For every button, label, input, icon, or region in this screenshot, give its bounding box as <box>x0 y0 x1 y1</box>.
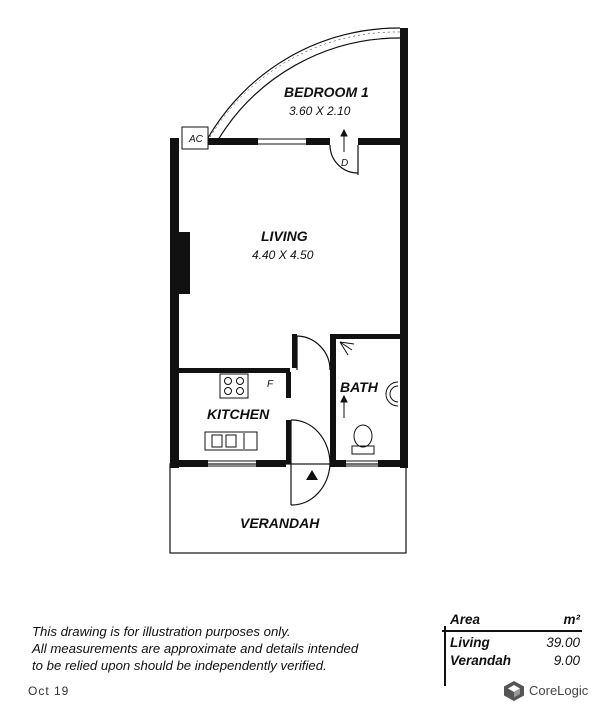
door-arrow <box>341 130 347 152</box>
verandah-name: VERANDAH <box>240 515 320 531</box>
disclaimer-line: This drawing is for illustration purposes only. <box>32 624 291 639</box>
door-label: D <box>341 158 349 169</box>
ac-label: AC <box>189 134 203 145</box>
basin <box>386 382 398 406</box>
bath-arrow <box>341 396 347 418</box>
toilet <box>352 425 374 454</box>
area-table <box>442 612 582 671</box>
living-name: LIVING <box>261 228 308 244</box>
area-row-label: Verandah <box>450 653 512 668</box>
bath-door <box>340 342 354 355</box>
corelogic-logo-icon <box>503 680 525 702</box>
living-dims: 4.40 X 4.50 <box>252 248 314 262</box>
entry-arrow <box>306 470 318 480</box>
area-row-verandah <box>442 653 582 671</box>
verandah-outline <box>170 464 406 553</box>
bath-name: BATH <box>340 379 378 395</box>
bedroom-name: BEDROOM 1 <box>284 84 369 100</box>
area-table-header <box>442 612 582 632</box>
kitchen-name: KITCHEN <box>207 406 270 422</box>
bedroom-dims: 3.60 X 2.10 <box>289 104 351 118</box>
window-top <box>258 139 306 144</box>
disclaimer-line: All measurements are approximate and details intended <box>32 641 359 656</box>
brand-name: CoreLogic <box>529 683 589 698</box>
kitchen-bench <box>205 432 257 450</box>
hall-door <box>297 336 330 370</box>
plan-date: Oct 19 <box>28 684 70 698</box>
disclaimer <box>32 623 422 674</box>
fridge-label: F <box>267 379 274 390</box>
wall-feature <box>179 232 190 294</box>
cooktop <box>220 374 248 398</box>
area-header-label: Area <box>450 612 481 627</box>
entrance-door <box>291 420 330 505</box>
area-row-value: 9.00 <box>553 653 580 668</box>
area-row-living <box>442 635 582 653</box>
area-row-value: 39.00 <box>546 635 580 650</box>
disclaimer-line: to be relied upon should be independently verified. <box>32 658 327 673</box>
area-header-unit: m² <box>563 612 580 627</box>
area-row-label: Living <box>450 635 490 650</box>
